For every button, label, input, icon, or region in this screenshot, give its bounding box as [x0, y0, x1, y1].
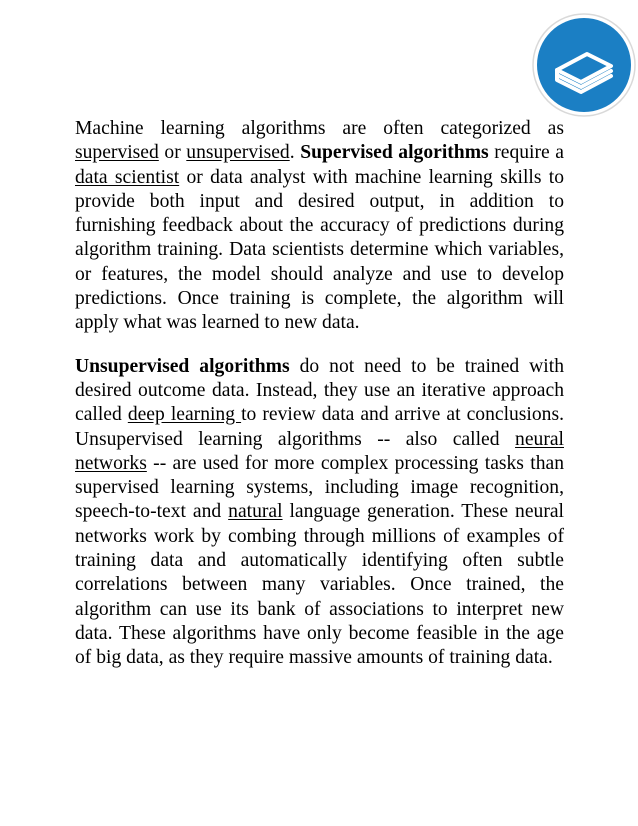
link-deep-learning[interactable]: deep learning: [127, 404, 242, 426]
text-run: language generation. These neural networks work by combing through millions of examples of training data and automatically identifying often subtle correlations between many variables. Once trained, the algorithm can use its bank of associations to interpret new data. These algorithms have only become feasible in the age of big data, as they require massive amounts of training data.: [75, 501, 564, 669]
paragraph-supervised: [75, 117, 564, 336]
link-data-scientist[interactable]: data scientist: [75, 166, 180, 188]
link-unsupervised[interactable]: unsupervised: [186, 142, 290, 164]
link-neural-networks[interactable]: neural networks: [75, 428, 564, 474]
text-run: -- are used for more complex processing tasks than supervised learning systems, including image recognition, speech-to-text and: [75, 452, 564, 523]
link-supervised[interactable]: supervised: [75, 142, 159, 164]
logo-badge: [531, 12, 637, 118]
text-run: or: [158, 142, 187, 164]
text-run: do not need to be trained with desired outcome data. Instead, they use an iterative approach called: [75, 355, 564, 426]
document-body: [75, 117, 564, 671]
text-run: or data analyst with machine learning skills to provide both input and desired output, in addition to furnishing feedback about the accuracy of predictions during algorithm training. Data scientists determine which variables, or features, the model should analyze and use to develop predictions. Once training is complete, the algorithm will apply what was learned to new data.: [75, 166, 564, 334]
bold-term-supervised-algorithms: Supervised algorithms: [300, 142, 489, 164]
stacked-books-icon: [531, 12, 637, 118]
paragraph-unsupervised: [75, 355, 564, 671]
text-run: to review data and arrive at conclusions. Unsupervised learning algorithms -- also called: [75, 404, 564, 450]
text-run: .: [289, 142, 301, 164]
text-run: require a: [488, 142, 564, 164]
bold-term-unsupervised-algorithms: Unsupervised algorithms: [75, 355, 290, 377]
link-natural[interactable]: natural: [228, 501, 283, 523]
text-run: Machine learning algorithms are often categorized as: [75, 118, 564, 139]
